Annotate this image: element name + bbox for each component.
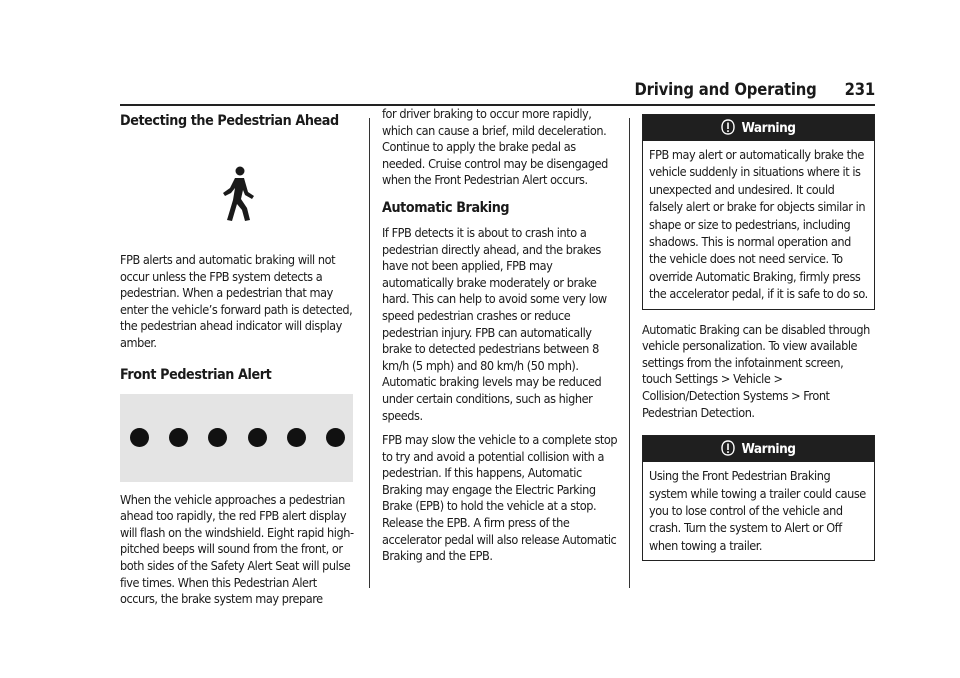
paragraph: for driver braking to occur more rapidly, which can cause a brief, mild deceleration. Continue to apply the brake pedal as needed. Cruise control may be disengaged when the Front Pedestrian Alert occurs.	[382, 106, 608, 188]
alert-dot	[208, 428, 227, 447]
column-divider	[369, 118, 370, 588]
column-divider	[629, 118, 630, 588]
alert-dot-row	[130, 428, 345, 447]
paragraph: When the vehicle approaches a pedestrian ahead too rapidly, the red FPB alert display will flash on the windshield. Eight rapid high-pitched beeps will sound from the front, or both sides of the Safety Alert Seat will pulse five times. When this Pedestrian Alert occurs, the brake system may prepare	[120, 491, 354, 607]
warning-box	[642, 114, 875, 310]
warning-box	[642, 435, 875, 561]
warning-icon	[721, 440, 735, 456]
alert-dot	[130, 428, 149, 447]
warning-header	[643, 436, 874, 462]
alert-dot	[169, 428, 188, 447]
page-header	[120, 80, 875, 99]
column-left	[120, 112, 355, 616]
warning-icon	[721, 119, 735, 135]
warning-text: Using the Front Pedestrian Braking system while towing a trailer could cause you to lose control of the vehicle and crash. Turn the system to Alert or Off when towing a trailer.	[649, 468, 866, 553]
warning-title: Warning	[741, 120, 796, 136]
paragraph: FPB alerts and automatic braking will not occur unless the FPB system detects a pedestrian. When a pedestrian that may enter the vehicle’s forward path is detected, the pedestrian ahead indicator will display amber.	[120, 252, 353, 350]
alert-dot	[287, 428, 306, 447]
paragraph: Automatic Braking can be disabled through vehicle personalization. To view available settings from the infotainment screen, touch Settings > Vehicle > Collision/Detection Systems > Front Pedestrian Detection.	[642, 321, 870, 420]
section-title: Driving and Operating	[634, 80, 817, 99]
heading-detecting-pedestrian: Detecting the Pedestrian Ahead	[120, 113, 339, 129]
warning-text: FPB may alert or automatically brake the vehicle suddenly in situations where it is unexpected and undesired. It could falsely alert or brake for objects similar in shape or size to pedestrians, including shadows. This is normal operation and the vehicle does not need service. To override Automatic Braking, firmly press the accelerator pedal, if it is safe to do so.	[649, 147, 868, 302]
page-number: 231	[844, 80, 875, 99]
alert-dot	[248, 428, 267, 447]
pedestrian-alert-display	[120, 394, 353, 482]
alert-dot	[326, 428, 345, 447]
column-right	[642, 106, 875, 573]
heading-front-pedestrian-alert: Front Pedestrian Alert	[120, 366, 272, 383]
heading-automatic-braking: Automatic Braking	[382, 199, 510, 216]
paragraph: FPB may slow the vehicle to a complete stop to try and avoid a potential collision with a pedestrian. If this happens, Automatic Braking may engage the Electric Parking Brake (EPB) to hold the vehicle at a stop. Release the EPB. A firm press of the accelerator pedal will also release Automatic Braking and the EPB.	[382, 432, 618, 564]
pedestrian-walking-icon	[218, 166, 258, 222]
warning-header	[643, 115, 874, 141]
paragraph: If FPB detects it is about to crash into a pedestrian directly ahead, and the brakes have not been applied, FPB may automatically brake moderately or brake hard. This can help to avoid some very low speed pedestrian crashes or reduce pedestrian injury. FPB can automatically brake to detected pedestrians between 8 km/h (5 mph) and 80 km/h (50 mph). Automatic braking levels may be reduced under certain conditions, such as higher speeds.	[382, 224, 607, 423]
warning-title: Warning	[741, 441, 796, 458]
column-middle	[382, 106, 618, 573]
